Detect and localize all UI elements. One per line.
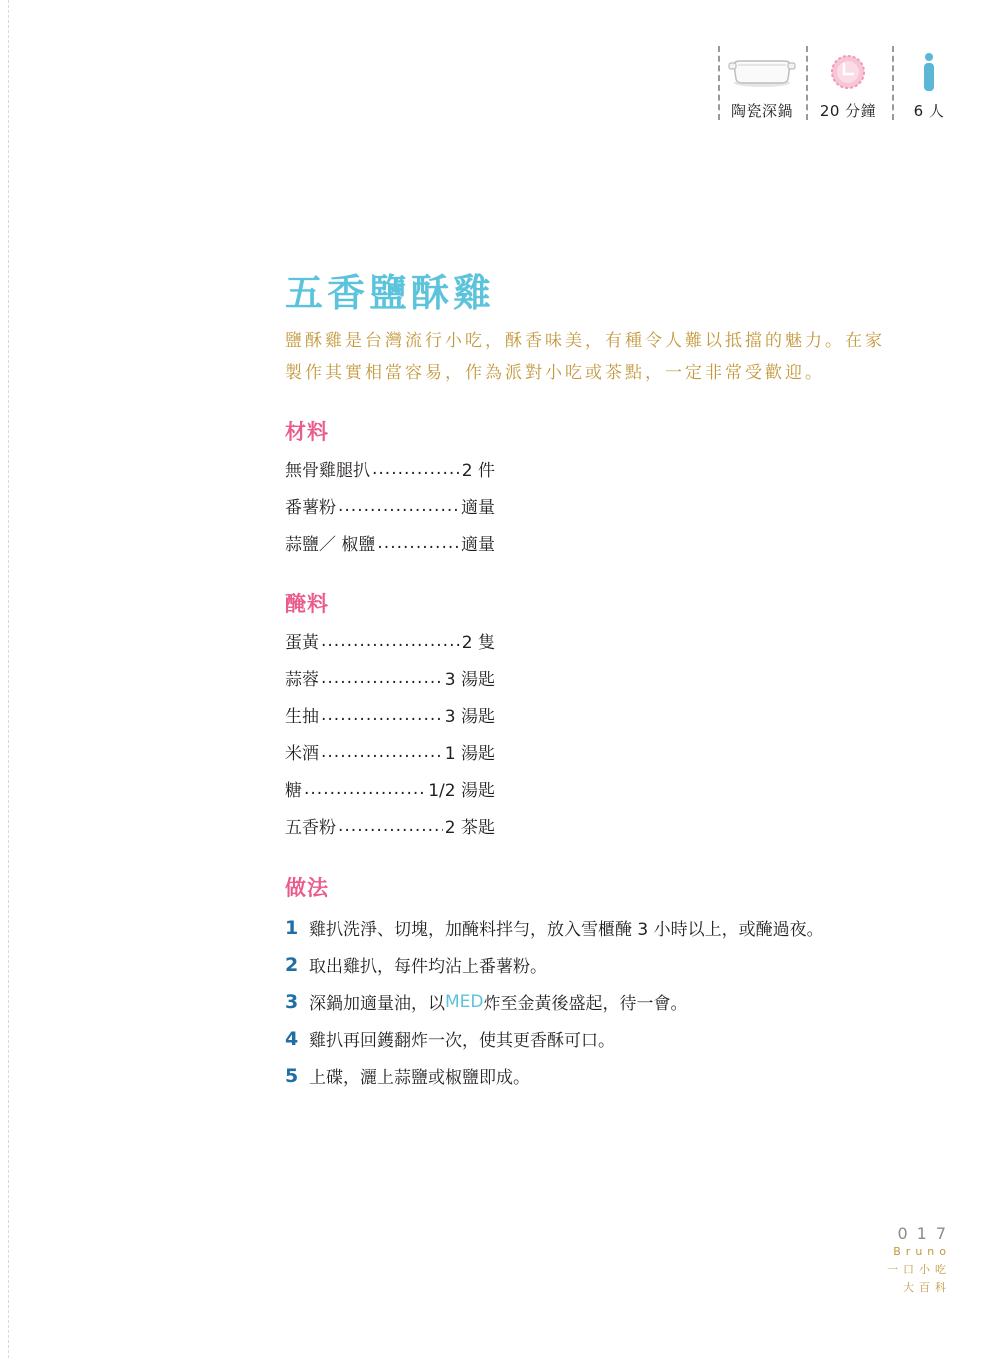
method-heading: 做法 [285, 876, 329, 900]
ingredient-name: 蛋黃 [285, 633, 319, 653]
step-text: 深鍋加適量油，以 [309, 994, 445, 1014]
ingredient-qty: 適量 [461, 498, 495, 518]
time-label: 20 分鐘 [819, 102, 877, 120]
ingredient-name: 生抽 [285, 707, 319, 727]
leader-dots [338, 816, 443, 836]
recipe-title: 五香鹽酥雞 [285, 271, 496, 315]
time-info [806, 46, 888, 120]
ingredient-name: 米酒 [285, 744, 319, 764]
ingredient-qty: 1/2 湯匙 [428, 781, 495, 801]
list-item [285, 807, 495, 844]
list-item [285, 696, 495, 733]
step-item [285, 1020, 925, 1057]
page-number: 017 [897, 1224, 955, 1243]
book-title-line1: 一口小吃 [887, 1263, 951, 1276]
step-text-cont: 炸至金黃後盛起，待一會。 [483, 994, 688, 1014]
ingredients-list [285, 450, 495, 561]
ingredient-qty: 2 隻 [461, 633, 495, 653]
step-number: 1 [285, 916, 299, 939]
step-item [285, 983, 925, 1020]
ingredient-name: 無骨雞腿扒 [285, 461, 370, 481]
ingredient-qty: 2 件 [461, 461, 495, 481]
servings-label: 6 人 [913, 102, 945, 120]
ceramic-baking-dish-icon [720, 52, 804, 92]
list-item [285, 487, 495, 524]
step-number: 5 [285, 1064, 299, 1087]
page-footer [887, 1224, 955, 1297]
brand-name: Bruno [893, 1245, 951, 1258]
step-text: 雞扒洗淨、切塊，加醃料拌勻，放入雪櫃醃 3 小時以上，或醃過夜。 [309, 920, 824, 940]
method-steps [285, 909, 925, 1094]
step-number: 3 [285, 990, 299, 1013]
leader-dots [321, 668, 443, 688]
list-item [285, 733, 495, 770]
leader-dots [377, 533, 459, 553]
step-number: 4 [285, 1027, 299, 1050]
step-item [285, 946, 925, 983]
step-text: 取出雞扒，每件均沾上番薯粉。 [309, 957, 547, 977]
ingredient-qty: 適量 [461, 535, 495, 555]
step-item [285, 909, 925, 946]
leader-dots [321, 705, 443, 725]
ingredient-qty: 2 茶匙 [444, 818, 495, 838]
ingredient-qty: 3 湯匙 [444, 707, 495, 727]
ingredient-name: 五香粉 [285, 818, 336, 838]
leader-dots [304, 779, 426, 799]
ingredient-qty: 1 湯匙 [444, 744, 495, 764]
list-item [285, 659, 495, 696]
ingredient-name: 糖 [285, 781, 302, 801]
step-text: 雞扒再回鑊翻炸一次，使其更香酥可口。 [309, 1031, 615, 1051]
list-item [285, 524, 495, 561]
recipe-intro: 鹽酥雞是台灣流行小吃，酥香味美，有種令人難以抵擋的魅力。在家製作其實相當容易，作為派對小吃或茶點，一定非常受歡迎。 [285, 331, 885, 383]
heat-setting-label: MED [445, 991, 484, 1012]
cookware-label: 陶瓷深鍋 [730, 102, 793, 120]
leader-dots [321, 631, 460, 651]
step-number: 2 [285, 953, 299, 976]
cookware-info [718, 46, 804, 120]
servings-info [892, 46, 964, 120]
step-item [285, 1057, 925, 1094]
leader-dots [338, 496, 459, 516]
person-icon [894, 52, 964, 92]
ingredient-name: 蒜鹽／ 椒鹽 [285, 535, 376, 555]
leader-dots [321, 742, 443, 762]
ingredient-qty: 3 湯匙 [444, 670, 495, 690]
page-edge-guide [8, 0, 9, 1358]
marinade-list [285, 622, 495, 844]
list-item [285, 622, 495, 659]
book-title-line2: 大百科 [903, 1281, 951, 1294]
list-item [285, 450, 495, 487]
clock-icon [808, 52, 888, 92]
step-text: 上碟，灑上蒜鹽或椒鹽即成。 [309, 1068, 530, 1088]
list-item [285, 770, 495, 807]
ingredients-heading: 材料 [285, 420, 329, 444]
marinade-heading: 醃料 [285, 592, 329, 616]
ingredient-name: 番薯粉 [285, 498, 336, 518]
ingredient-name: 蒜蓉 [285, 670, 319, 690]
leader-dots [372, 459, 460, 479]
